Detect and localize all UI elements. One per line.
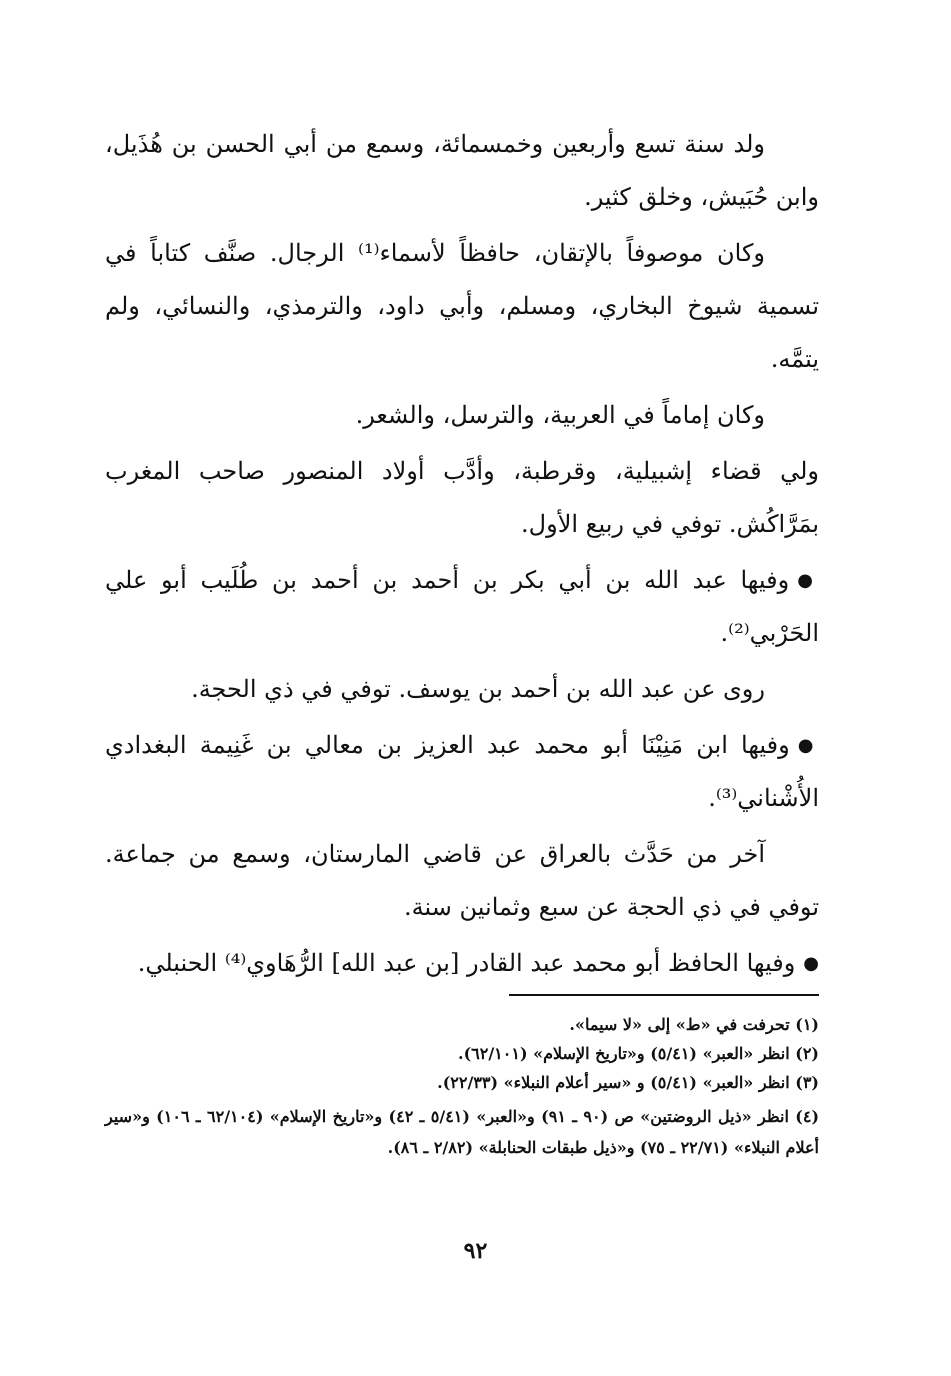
footnote-2: (٢) انظر «العبر» (٥/٤١) و«تاريخ الإسلام» (٦٢/١٠١). bbox=[458, 1044, 819, 1063]
entry-ruhawi bbox=[105, 937, 819, 990]
page-number: ٩٢ bbox=[463, 1238, 488, 1264]
bullet-icon: ● bbox=[803, 953, 819, 974]
body-text bbox=[105, 118, 819, 993]
paragraph-description: وكان موصوفاً بالإتقان، حافظاً لأسماء⁽¹⁾ الرجال. صنَّف كتاباً في تسمية شيوخ البخاري، ومسلم، وأبي داود، والترمذي، والنسائي، ولم يتمَّه. bbox=[105, 239, 819, 373]
entry-harbi bbox=[105, 554, 819, 660]
footnote-divider bbox=[509, 994, 819, 996]
paragraph-birth: ولد سنة تسع وأربعين وخمسمائة، وسمع من أبي الحسن بن هُذَيل، وابن حُبَيش، وخلق كثير. bbox=[105, 130, 819, 211]
bullet-icon: ● bbox=[797, 570, 819, 591]
footnote-3: (٣) انظر «العبر» (٥/٤١) و «سير أعلام النبلاء» (٢٢/٣٣). bbox=[437, 1073, 819, 1092]
footnote-1: (١) تحرفت في «ط» إلى «لا سيما». bbox=[569, 1015, 819, 1034]
paragraph-harbi-narration: روى عن عبد الله بن أحمد بن يوسف. توفي في ذي الحجة. bbox=[191, 675, 765, 703]
entry-ushnani-text: وفيها ابن مَنِيْنَا أبو محمد عبد العزيز بن معالي بن غَنِيمة البغدادي الأُشْناني⁽³⁾. bbox=[105, 731, 819, 812]
entry-harbi-text: وفيها عبد الله بن أبي بكر بن أحمد بن أحمد بن طُلَيب أبو علي الحَرْبي⁽²⁾. bbox=[105, 566, 819, 647]
footnotes bbox=[105, 1010, 819, 1163]
entry-ushnani bbox=[105, 719, 819, 825]
bullet-icon: ● bbox=[797, 735, 819, 756]
paragraph-arabic-skill: وكان إماماً في العربية، والترسل، والشعر. bbox=[355, 401, 765, 429]
paragraph-judgeship: ولي قضاء إشبيلية، وقرطبة، وأدَّب أولاد المنصور صاحب المغرب بمَرَّاكُش. توفي في ربيع الأول. bbox=[105, 457, 819, 538]
paragraph-ushnani-narration: آخر من حَدَّث بالعراق عن قاضي المارستان، وسمع من جماعة. توفي في ذي الحجة عن سبع وثمانين سنة. bbox=[105, 840, 819, 921]
footnote-4: (٤) انظر «ذيل الروضتين» ص (٩٠ ـ ٩١) و«العبر» (٥/٤١ ـ ٤٢) و«تاريخ الإسلام» (٦٢/١٠٤ ـ ١٠٦) و«سير أعلام النبلاء» (٢٢/٧١ ـ ٧٥) و«ذيل طبقات الحنابلة» (٢/٨٢ ـ ٨٦). bbox=[105, 1107, 820, 1157]
entry-ruhawi-text: وفيها الحافظ أبو محمد عبد القادر [بن عبد الله] الرُّهَاوي⁽⁴⁾ الحنبلي. bbox=[137, 949, 796, 977]
